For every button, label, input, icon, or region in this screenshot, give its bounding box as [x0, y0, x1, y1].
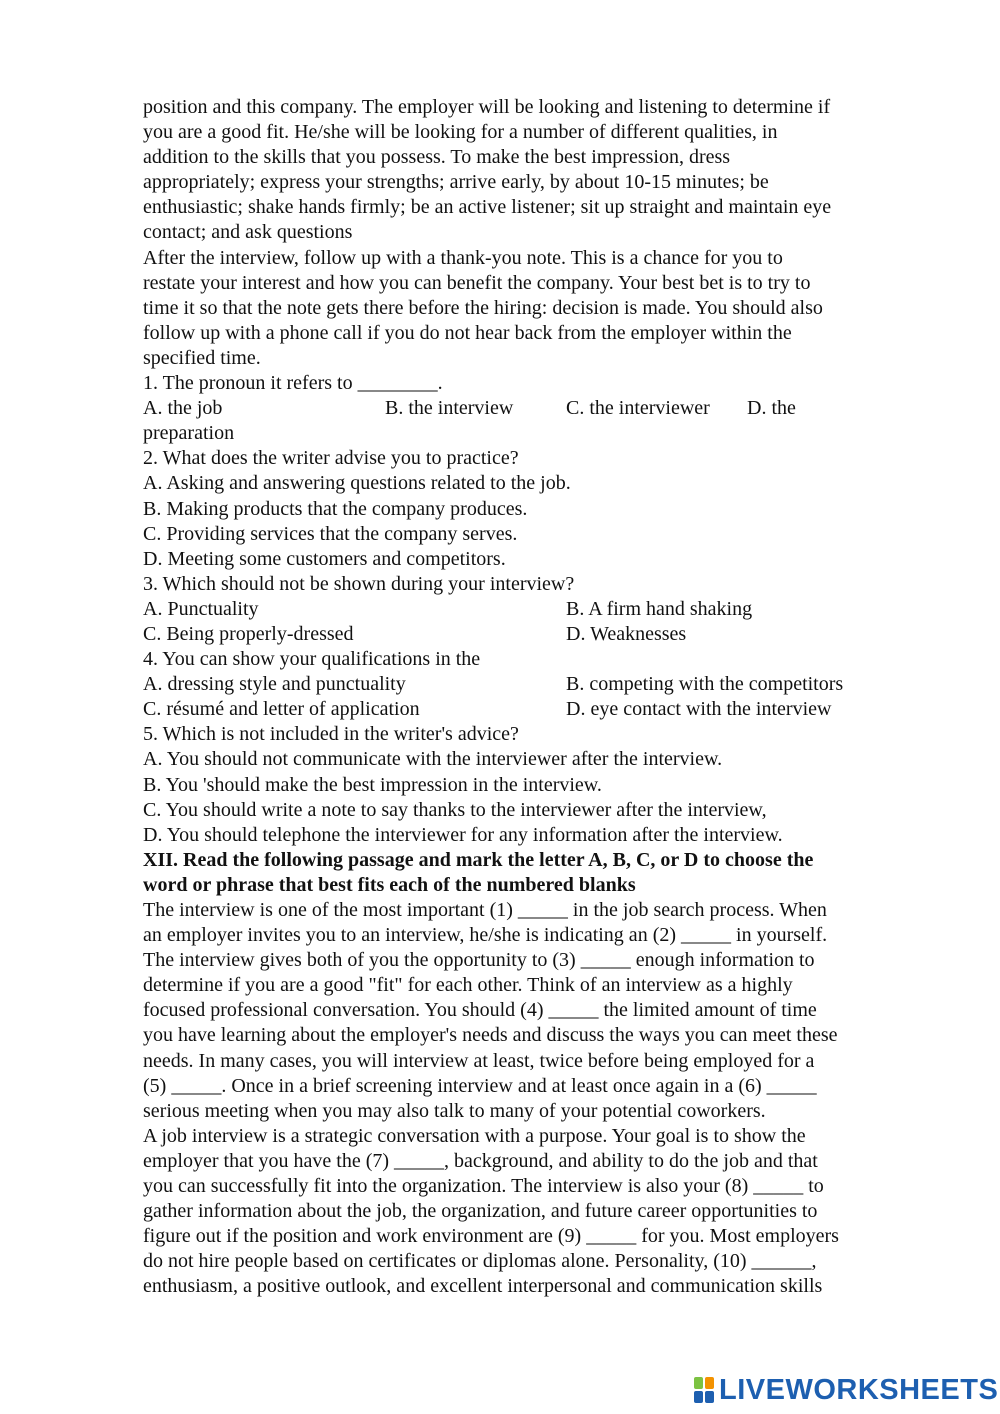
option-a: A. the job: [143, 397, 223, 420]
question-stem: 4. You can show your qualifications in the: [143, 648, 481, 671]
cloze-paragraph-2: [143, 1124, 913, 1300]
option-c: C. You should write a note to say thanks to the interviewer after the interview,: [143, 798, 767, 821]
option-c: C. the interviewer: [566, 397, 710, 420]
text-line: position and this company. The employer will be looking and listening to determine if: [143, 96, 831, 118]
option-c: C. Providing services that the company serves.: [143, 522, 518, 545]
option-a: A. dressing style and punctuality: [143, 673, 406, 696]
liveworksheets-logo: [693, 1375, 998, 1405]
question-3: [143, 572, 913, 647]
text-line: A job interview is a strategic conversation with a purpose. Your goal is to show the: [143, 1124, 806, 1147]
option-d: D. Meeting some customers and competitors.: [143, 547, 506, 570]
option-c: C. résumé and letter of application: [143, 698, 420, 721]
question-1: [143, 371, 913, 446]
options-row: [143, 396, 913, 421]
option-d: D. the: [747, 397, 796, 420]
text-line: you are a good fit. He/she will be looking for a number of different qualities, in: [143, 121, 778, 144]
section-12-heading: [143, 848, 913, 898]
option-b: B. competing with the competitors: [566, 673, 844, 696]
options-row: [143, 597, 913, 622]
option-b: B. You 'should make the best impression in the interview.: [143, 773, 602, 796]
text-line: gather information about the job, the organization, and future career opportunities to: [143, 1200, 818, 1223]
option-b: B. A firm hand shaking: [566, 597, 753, 620]
liveworksheets-mark-icon: [693, 1376, 715, 1404]
text-line: enthusiasm, a positive outlook, and excellent interpersonal and communication skills: [143, 1275, 823, 1298]
section-heading-line: XII. Read the following passage and mark the letter A, B, C, or D to choose the: [143, 848, 814, 871]
text-line: follow up with a phone call if you do not hear back from the employer within the: [143, 321, 792, 344]
option-d: D. Weaknesses: [566, 622, 687, 645]
option-c: C. Being properly-dressed: [143, 622, 354, 645]
options-row: [143, 697, 913, 722]
question-stem: 3. Which should not be shown during your interview?: [143, 572, 575, 595]
section-heading-line: word or phrase that best fits each of the numbered blanks: [143, 873, 636, 896]
text-line: (5) _____. Once in a brief screening interview and at least once again in a (6) _____: [143, 1074, 817, 1097]
text-line: After the interview, follow up with a thank-you note. This is a chance for you to: [143, 246, 783, 269]
option-a: A. You should not communicate with the interviewer after the interview.: [143, 748, 723, 771]
text-line: determine if you are a good "fit" for each other. Think of an interview as a highly: [143, 974, 793, 997]
question-stem: 5. Which is not included in the writer's advice?: [143, 723, 519, 746]
text-line: appropriately; express your strengths; arrive early, by about 10-15 minutes; be: [143, 171, 769, 194]
option-a: A. Asking and answering questions related to the job.: [143, 472, 571, 495]
text-line: focused professional conversation. You should (4) _____ the limited amount of time: [143, 999, 817, 1022]
text-line: serious meeting when you may also talk to many of your potential coworkers.: [143, 1099, 766, 1122]
text-line: an employer invites you to an interview, he/she is indicating an (2) _____ in yourself.: [143, 924, 828, 947]
option-d-continued: preparation: [143, 422, 235, 445]
cloze-paragraph-1: [143, 898, 913, 1124]
options-row: [143, 672, 913, 697]
question-2: [143, 446, 913, 571]
document-page: [143, 95, 913, 1300]
option-d: D. eye contact with the interview: [566, 698, 832, 721]
text-line: restate your interest and how you can benefit the company. Your best bet is to try to: [143, 271, 811, 294]
text-line: specified time.: [143, 346, 261, 369]
text-line: you can successfully fit into the organization. The interview is also your (8) _____ to: [143, 1175, 824, 1198]
paragraph-1: [143, 95, 913, 246]
option-b: B. Making products that the company produces.: [143, 497, 528, 520]
text-line: The interview is one of the most important (1) _____ in the job search process. When: [143, 899, 827, 921]
option-b: B. the interview: [385, 397, 514, 420]
text-line: needs. In many cases, you will interview at least, twice before being employed for a: [143, 1049, 815, 1072]
text-line: enthusiastic; shake hands firmly; be an active listener; sit up straight and maintain eye: [143, 196, 832, 219]
text-line: The interview gives both of you the opportunity to (3) _____ enough information to: [143, 949, 815, 972]
options-row: [143, 622, 913, 647]
question-5: [143, 722, 913, 847]
question-4: [143, 647, 913, 722]
question-stem: 1. The pronoun it refers to ________.: [143, 372, 443, 395]
paragraph-2: [143, 246, 913, 371]
text-line: time it so that the note gets there before the hiring: decision is made. You should also: [143, 296, 823, 319]
option-d: D. You should telephone the interviewer for any information after the interview.: [143, 823, 783, 846]
brand-text: LIVEWORKSHEETS: [719, 1374, 999, 1406]
question-stem: 2. What does the writer advise you to practice?: [143, 447, 519, 470]
text-line: figure out if the position and work environment are (9) _____ for you. Most employers: [143, 1225, 839, 1248]
text-line: you have learning about the employer's needs and discuss the ways you can meet these: [143, 1024, 838, 1047]
text-line: addition to the skills that you possess. To make the best impression, dress: [143, 146, 731, 169]
text-line: employer that you have the (7) _____, background, and ability to do the job and that: [143, 1149, 818, 1172]
text-line: do not hire people based on certificates or diplomas alone. Personality, (10) ______,: [143, 1250, 817, 1273]
option-a: A. Punctuality: [143, 597, 259, 620]
text-line: contact; and ask questions: [143, 221, 353, 244]
